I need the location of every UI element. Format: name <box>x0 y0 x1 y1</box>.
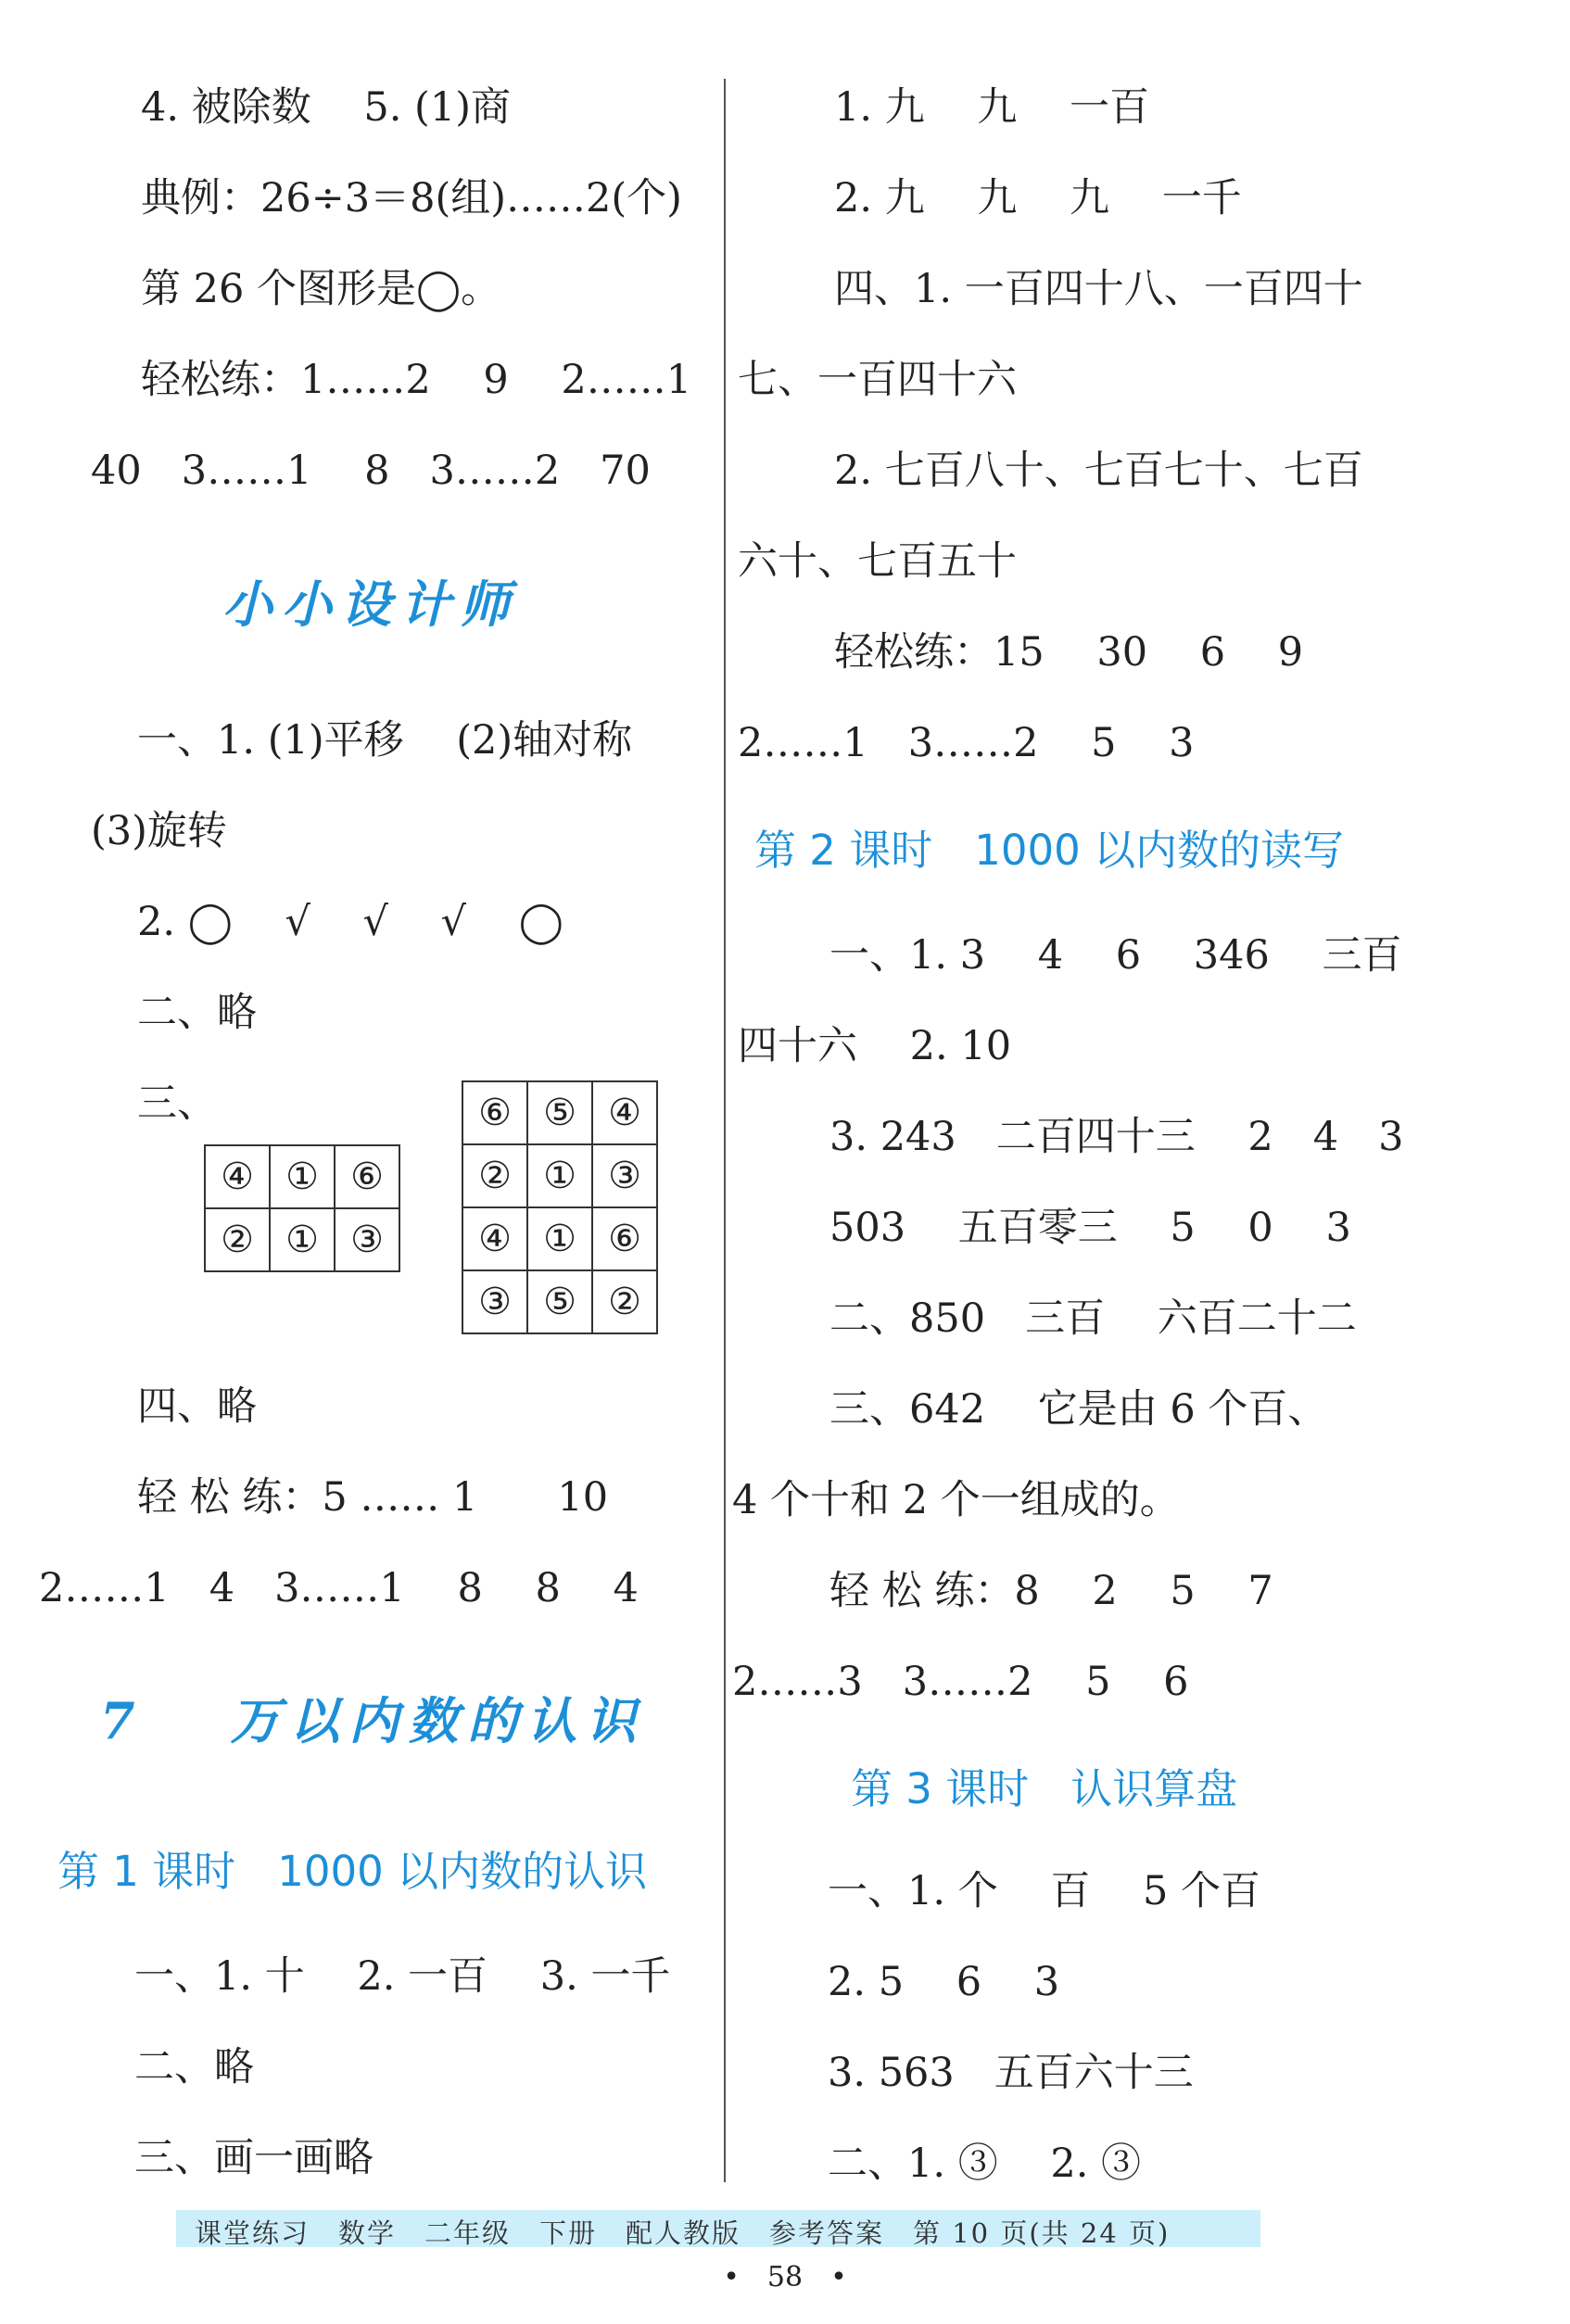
grid-cell: ① <box>527 1144 592 1207</box>
answer-line: 三、画一画略 <box>134 2135 374 2181</box>
section-title: 小小设计师 <box>222 575 519 634</box>
grid-cell: ③ <box>462 1270 527 1333</box>
answer-line: 典例：26÷3＝8(组)……2(个) <box>141 175 682 221</box>
answer-line: 二、略 <box>137 990 257 1036</box>
grid-cell: ① <box>527 1207 592 1270</box>
answer-line: 轻 松 练：5 …… 1 10 <box>137 1474 609 1521</box>
answer-line: 一、1. 3 4 6 346 三百 <box>829 932 1402 979</box>
grid-cell: ④ <box>462 1207 527 1270</box>
grid-cell: ④ <box>592 1081 657 1144</box>
answer-line: 1. 九 九 一百 <box>834 84 1150 131</box>
left-column <box>0 0 718 2324</box>
answer-line: 一、1. 个 百 5 个百 <box>828 1868 1261 1914</box>
answer-line: 四、1. 一百四十八、一百四十 <box>834 266 1363 312</box>
grid-cell: ③ <box>335 1208 399 1271</box>
answer-line: 3. 243 二百四十三 2 4 3 <box>829 1114 1404 1160</box>
grid-cell: ④ <box>205 1145 270 1208</box>
answer-line: 2. 5 6 3 <box>828 1959 1060 2005</box>
answer-line: 3. 563 五百六十三 <box>828 2050 1194 2096</box>
answer-line: 二、1. ③ 2. ③ <box>828 2141 1142 2187</box>
grid-cell: ② <box>592 1270 657 1333</box>
grid-cell: ③ <box>592 1144 657 1207</box>
answer-line: 四十六 2. 10 <box>738 1023 1012 1069</box>
answer-line: 503 五百零三 5 0 3 <box>829 1205 1351 1251</box>
answer-line: 七、一百四十六 <box>738 357 1017 403</box>
answer-line: 2. ◯ √ √ √ ◯ <box>137 899 563 945</box>
answer-line: 四、略 <box>137 1383 257 1430</box>
answer-line: 三、 <box>137 1080 217 1127</box>
answer-line: 40 3……1 8 3……2 70 <box>91 448 651 494</box>
footer-text: 课堂练习 数学 二年级 下册 配人教版 参考答案 第 10 页(共 24 页) <box>195 2217 1171 2249</box>
answer-line: 第 26 个图形是◯。 <box>141 266 501 312</box>
answer-line: 一、1. (1)平移 (2)轴对称 <box>137 717 633 764</box>
grid-cell: ⑤ <box>527 1081 592 1144</box>
answer-line: 二、略 <box>134 2044 254 2090</box>
answer-line: 2……1 3……2 5 3 <box>738 720 1195 766</box>
grid-cell: ② <box>205 1208 270 1271</box>
answer-line: 轻 松 练：8 2 5 7 <box>829 1568 1273 1614</box>
chapter-title: 7 万以内数的认识 <box>100 1691 646 1750</box>
lesson-title: 第 3 课时 认识算盘 <box>851 1764 1238 1813</box>
grid-cell: ⑥ <box>335 1145 399 1208</box>
page-number: • 58 • <box>723 2261 847 2293</box>
grid-cell: ⑥ <box>592 1207 657 1270</box>
answer-line: 三、642 它是由 6 个百、 <box>829 1386 1328 1433</box>
answer-line: 轻松练：1……2 9 2……1 <box>141 357 692 403</box>
column-divider <box>724 79 726 2182</box>
grid-cell: ⑤ <box>527 1270 592 1333</box>
grid-cell: ① <box>270 1208 335 1271</box>
right-column <box>732 0 1570 2324</box>
grid-cell: ① <box>270 1145 335 1208</box>
symmetry-grid-large <box>462 1080 658 1334</box>
answer-line: 2……3 3……2 5 6 <box>732 1659 1189 1705</box>
answer-line: 4. 被除数 5. (1)商 <box>141 84 511 131</box>
answer-line: 4 个十和 2 个一组成的。 <box>732 1477 1180 1523</box>
answer-line: 轻松练：15 30 6 9 <box>834 629 1304 676</box>
answer-line: 2. 九 九 九 一千 <box>834 175 1242 221</box>
answer-line: 2……1 4 3……1 8 8 4 <box>39 1565 639 1611</box>
answer-line: 一、1. 十 2. 一百 3. 一千 <box>134 1953 671 2000</box>
answer-line: (3)旋转 <box>91 808 227 854</box>
symmetry-grid-small <box>204 1144 400 1272</box>
lesson-title: 第 1 课时 1000 以内数的认识 <box>57 1847 648 1896</box>
grid-cell: ② <box>462 1144 527 1207</box>
grid-cell: ⑥ <box>462 1081 527 1144</box>
answer-line: 2. 七百八十、七百七十、七百 <box>834 448 1363 494</box>
answer-line: 六十、七百五十 <box>738 538 1017 585</box>
lesson-title: 第 2 课时 1000 以内数的读写 <box>754 826 1345 875</box>
answer-line: 二、850 三百 六百二十二 <box>829 1295 1357 1342</box>
